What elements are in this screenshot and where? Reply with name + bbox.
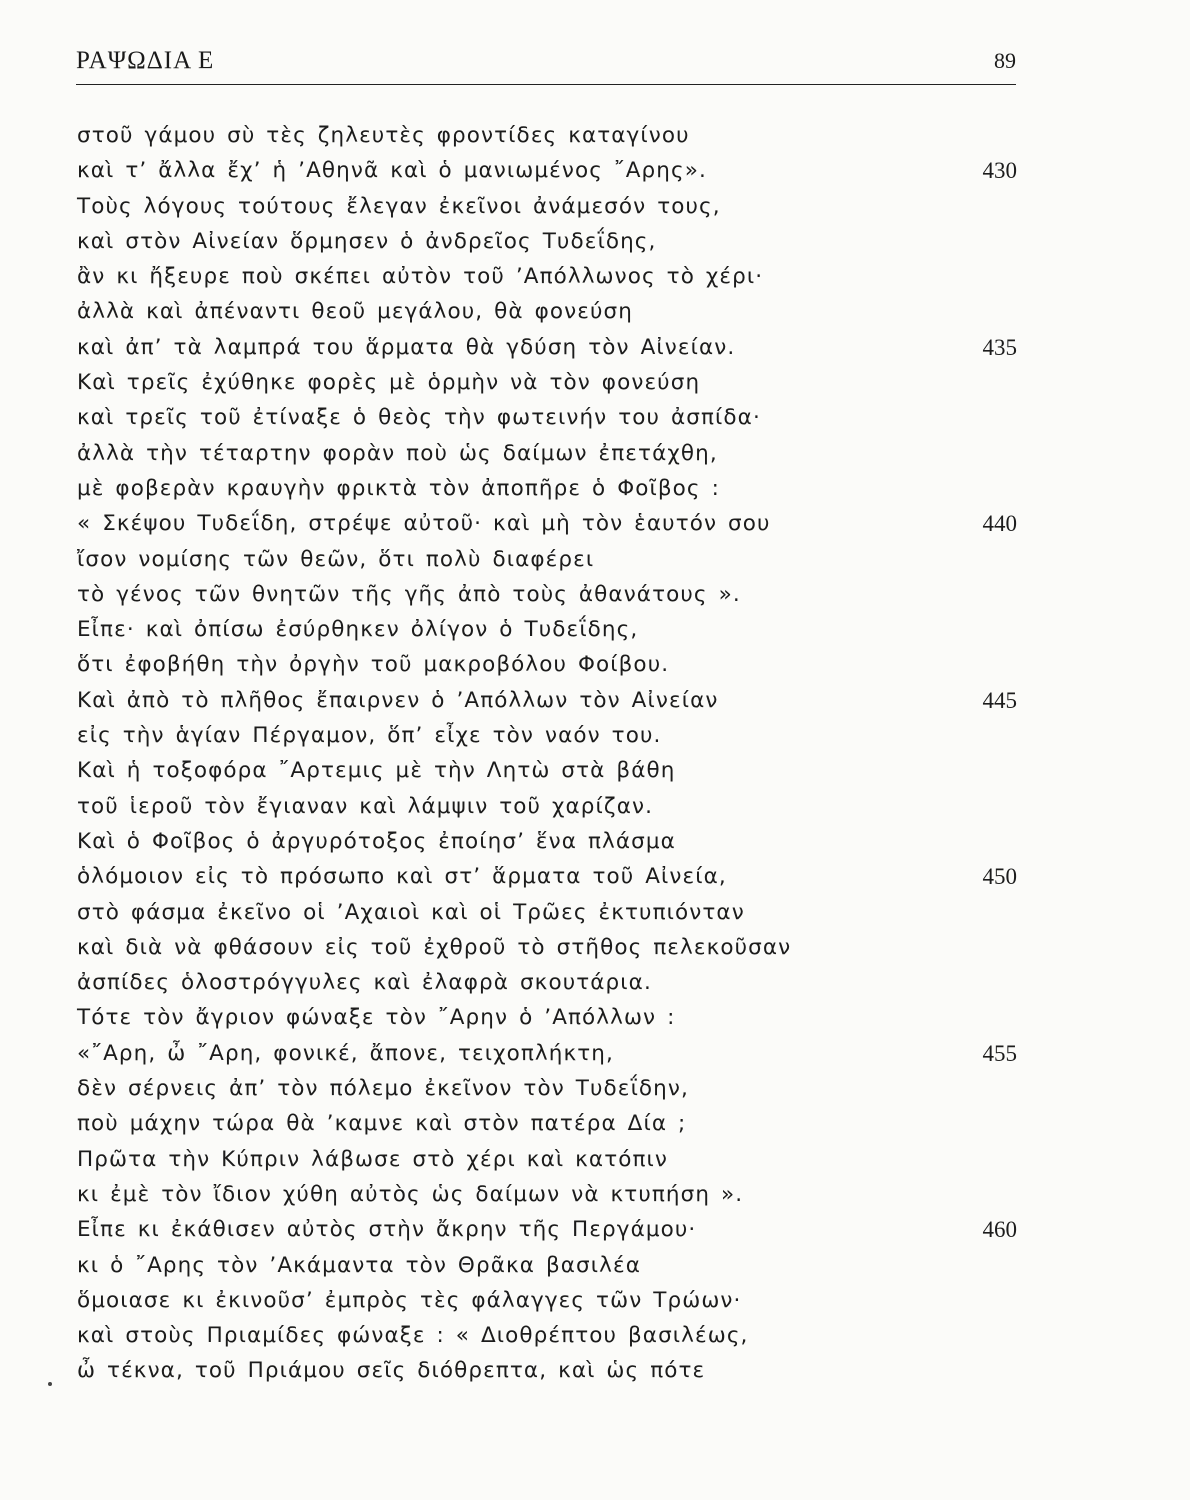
verse-text: Πρῶτα τὴν Κύπριν λάβωσε στὸ χέρι καὶ κατόπιν bbox=[77, 1146, 669, 1172]
verse-line bbox=[77, 577, 1017, 612]
verse-text: ἀσπίδες ὁλοστρόγγυλες καὶ ἐλαφρὰ σκουτάρια. bbox=[77, 970, 652, 996]
line-number: 460 bbox=[982, 1217, 1017, 1243]
verse-line bbox=[77, 1106, 1017, 1141]
verse-line bbox=[77, 1071, 1017, 1106]
verse-line bbox=[77, 965, 1017, 1000]
verse-text: ὅμοιασε κι ἐκινοῦσ’ ἐμπρὸς τὲς φάλαγγες τῶν Τρώων· bbox=[77, 1287, 742, 1313]
verse-line bbox=[77, 1000, 1017, 1035]
verse-line bbox=[77, 153, 1017, 188]
line-number: 430 bbox=[982, 158, 1017, 184]
verse-text: ἂν κι ἤξευρε ποὺ σκέπει αὐτὸν τοῦ ’Απόλλωνος τὸ χέρι· bbox=[77, 264, 764, 290]
verse-text: Καὶ ἡ τοξοφόρα ῎Αρτεμις μὲ τὴν Λητὼ στὰ βάθη bbox=[77, 758, 676, 784]
verse-text: καὶ διὰ νὰ φθάσουν εἰς τοῦ ἐχθροῦ τὸ στῆθος πελεκοῦσαν bbox=[77, 934, 792, 960]
verse-line bbox=[77, 330, 1017, 365]
verse-text: καὶ στὸν Αἰνείαν ὅρμησεν ὁ ἀνδρεῖος Τυδεΐδης, bbox=[77, 228, 657, 254]
verse-text: ἀλλὰ καὶ ἀπέναντι θεοῦ μεγάλου, θὰ φονεύση bbox=[77, 299, 633, 325]
header-rule bbox=[76, 84, 1016, 85]
verse-line bbox=[77, 612, 1017, 647]
verse-line bbox=[77, 259, 1017, 294]
verse-text: Τότε τὸν ἄγριον φώναξε τὸν ῎Αρην ὁ ’Απόλλων : bbox=[77, 1005, 676, 1031]
running-title: ΡΑΨΩΔΙΑ Ε bbox=[76, 47, 215, 74]
verse-text: τοῦ ἱεροῦ τὸν ἔγιαναν καὶ λάμψιν τοῦ χαρίζαν. bbox=[77, 793, 654, 819]
verse-line bbox=[77, 1283, 1017, 1318]
verse-line bbox=[77, 542, 1017, 577]
verse-line bbox=[77, 506, 1017, 541]
verse-list bbox=[77, 118, 1017, 1389]
verse-text: Τοὺς λόγους τούτους ἔλεγαν ἐκεῖνοι ἀνάμεσόν τους, bbox=[77, 193, 721, 219]
verse-line bbox=[77, 1036, 1017, 1071]
line-number: 450 bbox=[982, 864, 1017, 890]
page-header bbox=[76, 46, 1016, 84]
verse-text: Καὶ ἀπὸ τὸ πλῆθος ἔπαιρνεν ὁ ’Απόλλων τὸν Αἰνείαν bbox=[77, 687, 719, 713]
page-number: 89 bbox=[994, 48, 1016, 73]
verse-line bbox=[77, 294, 1017, 329]
verse-line bbox=[77, 824, 1017, 859]
verse-text: στὸ φάσμα ἐκεῖνο οἱ ’Αχαιοὶ καὶ οἱ Τρῶες ἐκτυπιόνταν bbox=[77, 899, 745, 925]
verse-text: τὸ γένος τῶν θνητῶν τῆς γῆς ἀπὸ τοὺς ἀθανάτους ». bbox=[77, 581, 741, 607]
verse-line bbox=[77, 1353, 1017, 1388]
verse-line bbox=[77, 718, 1017, 753]
line-number: 435 bbox=[982, 334, 1017, 360]
verse-text: μὲ φοβερὰν κραυγὴν φρικτὰ τὸν ἀποπῆρε ὁ Φοῖβος : bbox=[77, 475, 720, 501]
verse-text: δὲν σέρνεις ἀπ’ τὸν πόλεμο ἐκεῖνον τὸν Τυδεΐδην, bbox=[77, 1076, 689, 1102]
verse-text: ὅτι ἐφοβήθη τὴν ὀργὴν τοῦ μακροβόλου Φοίβου. bbox=[77, 652, 670, 678]
verse-text: «῎Αρη, ὦ ῎Αρη, φονικέ, ἄπονε, τειχοπλήκτη, bbox=[77, 1040, 614, 1066]
verse-text: καὶ στοὺς Πριαμίδες φώναξε : « Διοθρέπτου βασιλέως, bbox=[77, 1323, 749, 1349]
verse-line bbox=[77, 471, 1017, 506]
verse-text: καὶ ἀπ’ τὰ λαμπρά του ἅρματα θὰ γδύση τὸν Αἰνείαν. bbox=[77, 334, 736, 360]
verse-line bbox=[77, 436, 1017, 471]
verse-line bbox=[77, 400, 1017, 435]
verse-line bbox=[77, 224, 1017, 259]
verse-text: κι ἐμὲ τὸν ἴδιον χύθη αὐτὸς ὡς δαίμων νὰ κτυπήση ». bbox=[77, 1181, 744, 1207]
verse-line bbox=[77, 1142, 1017, 1177]
verse-text: κι ὁ ῎Αρης τὸν ’Ακάμαντα τὸν Θρᾶκα βασιλέα bbox=[77, 1252, 641, 1278]
verse-line bbox=[77, 683, 1017, 718]
verse-line bbox=[77, 1177, 1017, 1212]
verse-text: Εἶπε κι ἐκάθισεν αὐτὸς στὴν ἄκρην τῆς Περγάμου· bbox=[77, 1217, 697, 1243]
verse-text: Εἶπε· καὶ ὀπίσω ἐσύρθηκεν ὀλίγον ὁ Τυδεΐδης, bbox=[77, 617, 639, 643]
verse-text: ὁλόμοιον εἰς τὸ πρόσωπο καὶ στ’ ἅρματα τοῦ Αἰνεία, bbox=[77, 864, 727, 890]
verse-line bbox=[77, 365, 1017, 400]
verse-text: ὦ τέκνα, τοῦ Πριάμου σεῖς διόθρεπτα, καὶ ὡς πότε bbox=[77, 1358, 706, 1384]
verse-line bbox=[77, 1248, 1017, 1283]
verse-line bbox=[77, 789, 1017, 824]
verse-line bbox=[77, 930, 1017, 965]
verse-text: ἀλλὰ τὴν τέταρτην φορὰν ποὺ ὡς δαίμων ἐπετάχθη, bbox=[77, 440, 718, 466]
verse-line bbox=[77, 753, 1017, 788]
verse-text: εἰς τὴν ἁγίαν Πέργαμον, ὅπ’ εἶχε τὸν ναόν του. bbox=[77, 723, 662, 749]
line-number: 440 bbox=[982, 511, 1017, 537]
verse-text: στοῦ γάμου σὺ τὲς ζηλευτὲς φροντίδες καταγίνου bbox=[77, 123, 690, 148]
verse-text: καὶ τ’ ἄλλα ἔχ’ ἡ ’Αθηνᾶ καὶ ὁ μανιωμένος ῎Αρης». bbox=[77, 158, 707, 184]
verse-text: Καὶ ὁ Φοῖβος ὁ ἀργυρότοξος ἐποίησ’ ἕνα πλάσμα bbox=[77, 828, 676, 854]
verse-line bbox=[77, 647, 1017, 682]
verse-text: « Σκέψου Τυδεΐδη, στρέψε αὐτοῦ· καὶ μὴ τὸν ἑαυτόν σου bbox=[77, 511, 771, 537]
print-speck bbox=[48, 1382, 52, 1386]
verse-line bbox=[77, 118, 1017, 153]
line-number: 445 bbox=[982, 687, 1017, 713]
verse-line bbox=[77, 859, 1017, 894]
verse-line bbox=[77, 1318, 1017, 1353]
verse-text: καὶ τρεῖς τοῦ ἐτίναξε ὁ θεὸς τὴν φωτεινήν του ἀσπίδα· bbox=[77, 405, 761, 431]
verse-text: Καὶ τρεῖς ἐχύθηκε φορὲς μὲ ὁρμὴν νὰ τὸν φονεύση bbox=[77, 370, 701, 396]
verse-line bbox=[77, 1212, 1017, 1247]
verse-text: ποὺ μάχην τώρα θὰ ’καμνε καὶ στὸν πατέρα Δία ; bbox=[77, 1111, 687, 1137]
verse-line bbox=[77, 895, 1017, 930]
line-number: 455 bbox=[982, 1040, 1017, 1066]
verse-text: ἴσον νομίσης τῶν θεῶν, ὅτι πολὺ διαφέρει bbox=[77, 546, 595, 572]
verse-line bbox=[77, 189, 1017, 224]
